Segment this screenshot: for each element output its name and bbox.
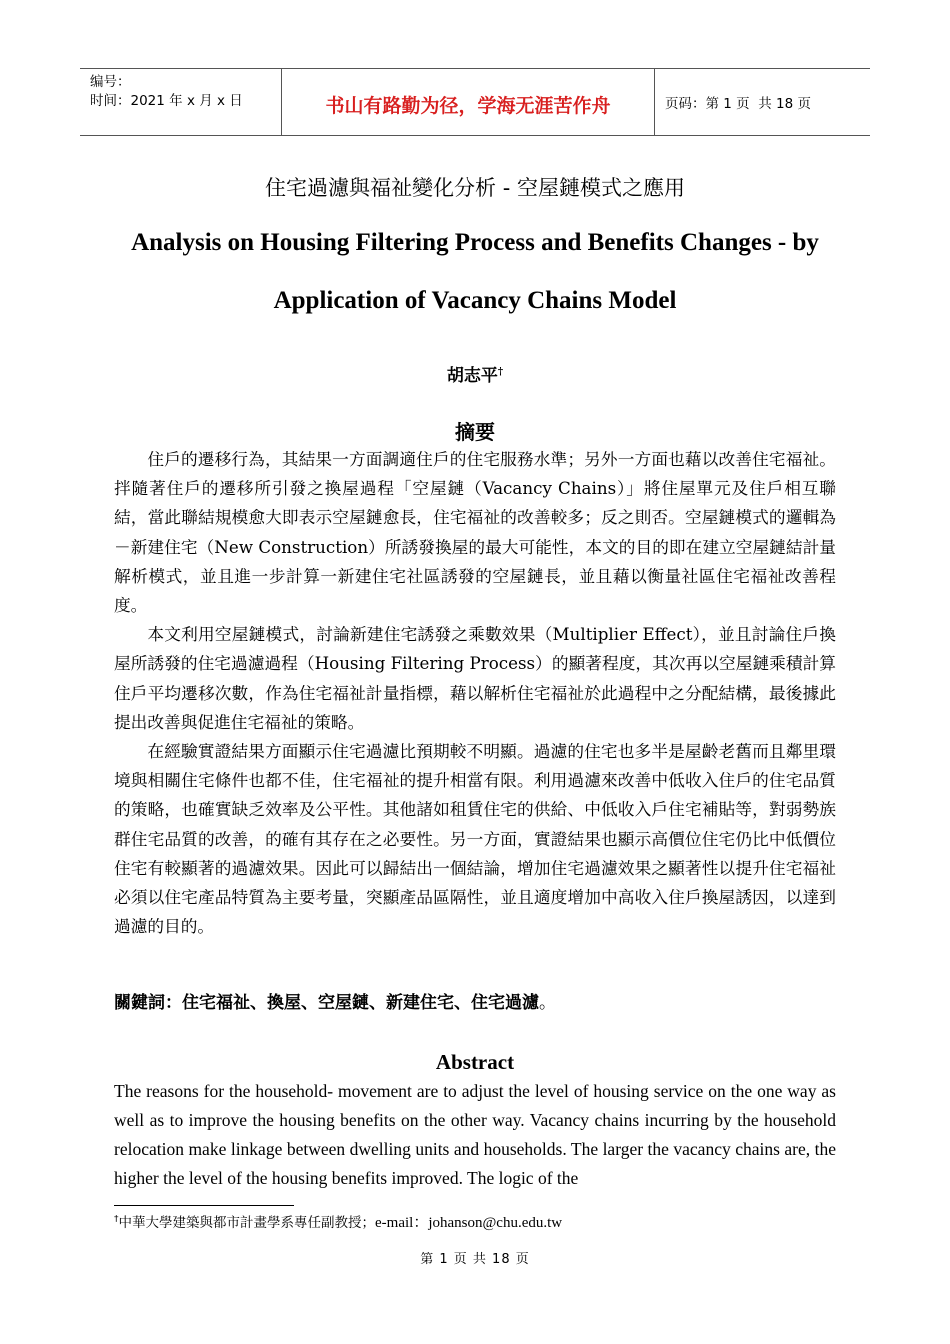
- time-label: 时间：2021 年 x 月 x 日: [90, 93, 243, 109]
- abstract-zh-paragraph-3: 在經驗實證結果方面顯示住宅過濾比預期較不明顯。過濾的住宅也多半是屋齡老舊而且鄰里環境與相關住宅條件也都不佳，住宅福祉的提升相當有限。利用過濾來改善中低收入住戶的住宅品質的策略，也確實缺乏效率及公平性。其他諸如租賃住宅的供給、中低收入戶住宅補貼等，對弱勢族群住宅品質的改善，的確有其存在之必要性。另一方面，實證結果也顯示高價位住宅仍比中低價位住宅有較顯著的過濾效果。因此可以歸結出一個結論，增加住宅過濾效果之顯著性以提升住宅福祉必須以住宅產品特質為主要考量，突顯產品區隔性，並且適度增加中高收入住戶換屋誘因，以達到過濾的目的。: [114, 741, 836, 937]
- abstract-zh-heading: 摘要: [455, 420, 495, 444]
- header-page-info: [655, 69, 870, 135]
- title-chinese: 住宅過濾與福祉變化分析 - 空屋鏈模式之應用: [265, 176, 685, 200]
- keywords-text: 關鍵詞：住宅福祉、換屋、空屋鏈、新建住宅、住宅過濾: [114, 993, 539, 1013]
- page-info-text: 页码：第 1 页 共 18 页: [665, 96, 812, 112]
- footnote-divider: [114, 1205, 294, 1206]
- title-english-line1: Analysis on Housing Filtering Process and Benefits Changes - by: [131, 229, 819, 256]
- abstract-zh-body: [114, 445, 836, 941]
- abstract-en-heading: Abstract: [435, 1050, 515, 1074]
- footnote-email: e-mail：johanson@chu.edu.tw: [375, 1215, 563, 1231]
- header-motto: 书山有路勤为径，学海无涯苦作舟: [282, 69, 655, 135]
- keywords: [114, 988, 556, 1013]
- footnote: [114, 1211, 562, 1232]
- title-english-line2: Application of Vacancy Chains Model: [273, 287, 677, 314]
- keywords-end: 。: [539, 993, 556, 1013]
- abstract-zh-paragraph-1: 住戶的遷移行為，其結果一方面調適住戶的住宅服務水準；另外一方面也藉以改善住宅福祉。拌隨著住戶的遷移所引發之換屋過程「空屋鏈（Vacancy Chains）」將住屋單元及住戶相互聯結，當此聯結規模愈大即表示空屋鏈愈長，住宅福祉的改善較多；反之則否。空屋鏈模式的邏輯為－新建住宅（New Construction）所誘發換屋的最大可能性，本文的目的即在建立空屋鏈結計量解析模式，並且進一步計算一新建住宅社區誘發的空屋鏈長，並且藉以衡量社區住宅福祉改善程度。: [114, 449, 836, 616]
- author-name: 胡志平: [446, 366, 498, 386]
- footnote-text: 中華大學建築與都市計畫學系專任副教授；: [118, 1215, 375, 1231]
- number-label: 编号：: [90, 74, 131, 90]
- author: [0, 361, 950, 386]
- header-meta: [80, 69, 282, 135]
- author-mark: †: [497, 366, 504, 378]
- abstract-zh-paragraph-2: 本文利用空屋鏈模式，討論新建住宅誘發之乘數效果（Multiplier Effect），並且討論住戶換屋所誘發的住宅過濾過程（Housing Filtering Process）的顯著程度，其次再以空屋鏈乘積計算住戶平均遷移次數，作為住宅福祉計量指標，藉以解析住宅福祉於此過程中之分配結構，最後據此提出改善與促進住宅福祉的策略。: [114, 624, 836, 732]
- abstract-en-body: The reasons for the household- movement are to adjust the level of housing service on the one way as well as to improve the housing benefits on the other way. Vacancy chains incurring by the household relocation make linkage between dwelling units and households. The larger the vacancy chains are, the higher the level of the housing benefits improved. The logic of the: [114, 1081, 836, 1188]
- footnote-mark: †: [114, 1214, 119, 1225]
- document-header: [80, 68, 870, 136]
- page-footer: 第 1 页 共 18 页: [420, 1252, 530, 1267]
